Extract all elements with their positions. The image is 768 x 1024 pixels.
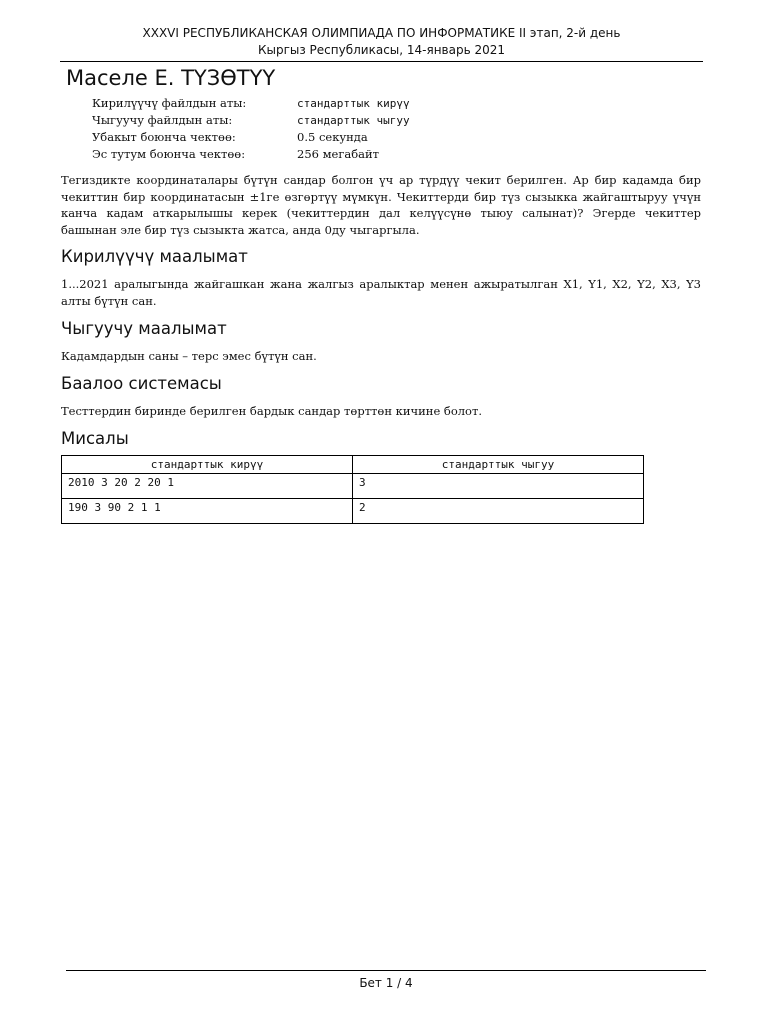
limit-value: стандарттык кирүү bbox=[297, 97, 410, 110]
footer-divider bbox=[66, 970, 706, 971]
output-description: Кадамдардын саны – терс эмес бүтүн сан. bbox=[61, 349, 317, 363]
example-input-cell: 190 3 90 2 1 1 bbox=[62, 499, 353, 524]
problem-limits bbox=[92, 95, 410, 163]
limit-label: Чыгуучу файлдын аты: bbox=[92, 113, 233, 127]
example-output-cell: 3 bbox=[353, 474, 644, 499]
limit-value: 0.5 секунда bbox=[297, 130, 368, 144]
limit-row-output-file bbox=[92, 112, 410, 129]
limit-row-memory bbox=[92, 146, 410, 163]
limit-label: Эс тутум боюнча чектөө: bbox=[92, 147, 246, 161]
scoring-description: Тесттердин биринде берилген бардык сандар төрттөн кичине болот. bbox=[61, 404, 482, 418]
limit-row-input-file bbox=[92, 95, 410, 112]
input-description: 1...2021 аралыгында жайгашкан жана жалгыз аралыктар менен ажыратылган X1, Y1, X2, Y2, X3, Y3 алты бүтүн сан. bbox=[61, 277, 701, 308]
examples-heading: Мисалы bbox=[61, 429, 129, 448]
table-row bbox=[62, 474, 644, 499]
limit-value: стандарттык чыгуу bbox=[297, 114, 410, 127]
examples-table bbox=[61, 455, 644, 524]
problem-statement: Тегиздикте координаталары бүтүн сандар болгон үч ар түрдүү чекит берилген. Ар бир кадамда бир чекиттин бир координатасын ±1ге өзгөртүү мүмкүн. Чекиттерди бир түз сызыкка жайгаштыруу үчүн канча кадам аткарылышы керек (чекиттердин дал келүүсүнө тыюу салынат)? Эгерде чекиттер башынан эле бир түз сызыкта жатса, анда 0ду чыгаргыла. bbox=[61, 173, 701, 237]
examples-col-output: стандарттык чыгуу bbox=[353, 456, 644, 474]
output-heading: Чыгуучу маалымат bbox=[61, 319, 227, 338]
limit-label: Убакыт боюнча чектөө: bbox=[92, 130, 236, 144]
limit-value: 256 мегабайт bbox=[297, 147, 380, 161]
problem-title: Маселе Е. ТҮЗӨТҮҮ bbox=[66, 66, 276, 90]
header-location-date-line: Кыргыз Республикасы, 14-январь 2021 bbox=[257, 43, 506, 57]
limit-row-time bbox=[92, 129, 410, 146]
examples-header-row bbox=[62, 456, 644, 474]
scoring-heading: Баалоо системасы bbox=[61, 374, 222, 393]
header-divider bbox=[60, 61, 703, 62]
page-number: Бет 1 / 4 bbox=[359, 976, 413, 990]
example-output-cell: 2 bbox=[353, 499, 644, 524]
table-row bbox=[62, 499, 644, 524]
examples-col-input: стандарттык кирүү bbox=[62, 456, 353, 474]
limit-label: Кирилүүчү файлдын аты: bbox=[92, 96, 247, 110]
header-olympiad-line: XXXVI РЕСПУБЛИКАНСКАЯ ОЛИМПИАДА ПО ИНФОРМАТИКЕ II этап, 2-й день bbox=[142, 26, 621, 40]
input-heading: Кирилүүчү маалымат bbox=[61, 247, 248, 266]
example-input-cell: 2010 3 20 2 20 1 bbox=[62, 474, 353, 499]
page-header bbox=[60, 25, 703, 59]
